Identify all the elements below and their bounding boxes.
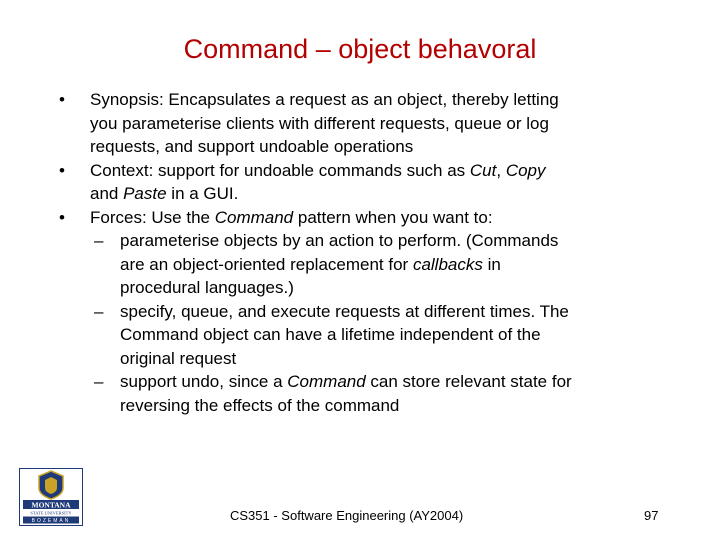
text-line — [90, 182, 666, 206]
italic-text: callbacks — [412, 254, 483, 274]
sub-bullet-item — [56, 229, 666, 300]
text-segment: pattern when you want to: — [293, 207, 493, 227]
text-segment: , — [496, 160, 506, 180]
text-segment: original request — [120, 348, 237, 368]
text-line — [90, 88, 666, 112]
svg-text:MONTANA: MONTANA — [31, 500, 71, 510]
bullet-marker: • — [59, 160, 65, 180]
text-segment: procedural languages.) — [120, 278, 294, 297]
text-line — [90, 159, 666, 183]
text-line — [90, 112, 666, 136]
bullet-list — [56, 88, 666, 417]
text-line — [120, 323, 666, 347]
text-segment: and — [90, 184, 124, 203]
text-line — [90, 206, 666, 230]
bullet-marker: • — [59, 207, 65, 227]
text-line — [120, 229, 666, 253]
sub-bullet-marker: – — [94, 372, 104, 391]
text-line — [120, 300, 666, 324]
text-line — [90, 135, 666, 159]
text-segment: specify, queue, and execute requests at different times. The — [120, 301, 569, 321]
italic-text: Command — [287, 372, 366, 391]
text-segment: Forces: Use the — [90, 207, 215, 227]
montana-state-logo — [19, 468, 83, 526]
bullet-item — [56, 159, 666, 206]
text-segment: you parameterise clients with different requests, queue or log — [90, 113, 549, 133]
slide-title: Command – object behavoral — [183, 34, 537, 64]
bullet-item — [56, 206, 666, 230]
sub-bullet-item — [56, 300, 666, 371]
italic-text: Copy — [505, 160, 546, 180]
italic-text: Cut — [469, 160, 497, 180]
text-segment: Context: support for undoable commands such as — [90, 160, 470, 180]
text-segment: in — [482, 254, 501, 274]
text-segment: can store relevant state for — [365, 372, 572, 391]
text-segment: Synopsis: Encapsulates a request as an object, thereby letting — [90, 90, 559, 109]
svg-text:STATE UNIVERSITY: STATE UNIVERSITY — [30, 510, 72, 516]
page-number: 97 — [644, 508, 659, 523]
text-line — [120, 253, 666, 277]
text-segment: reversing the effects of the command — [120, 395, 400, 415]
svg-text:BOZEMAN: BOZEMAN — [31, 518, 71, 525]
text-segment: in a GUI. — [166, 184, 239, 203]
italic-text: Paste — [123, 184, 167, 203]
italic-text: Command — [214, 207, 294, 227]
sub-bullet-marker: – — [94, 231, 104, 250]
sub-bullet-item — [56, 370, 666, 417]
text-line — [120, 276, 666, 300]
text-line — [120, 370, 666, 394]
text-line — [120, 347, 666, 371]
sub-bullet-marker: – — [94, 301, 104, 321]
text-segment: are an object-oriented replacement for — [120, 254, 413, 274]
text-segment: parameterise objects by an action to perform. (Commands — [120, 231, 559, 250]
text-segment: requests, and support undoable operations — [90, 137, 414, 156]
bullet-marker: • — [59, 90, 65, 109]
bullet-item — [56, 88, 666, 159]
footer-text: CS351 - Software Engineering (AY2004) — [230, 508, 464, 523]
text-line — [120, 394, 666, 418]
text-segment: Command object can have a lifetime independent of the — [120, 325, 541, 344]
text-segment: support undo, since a — [120, 372, 288, 391]
